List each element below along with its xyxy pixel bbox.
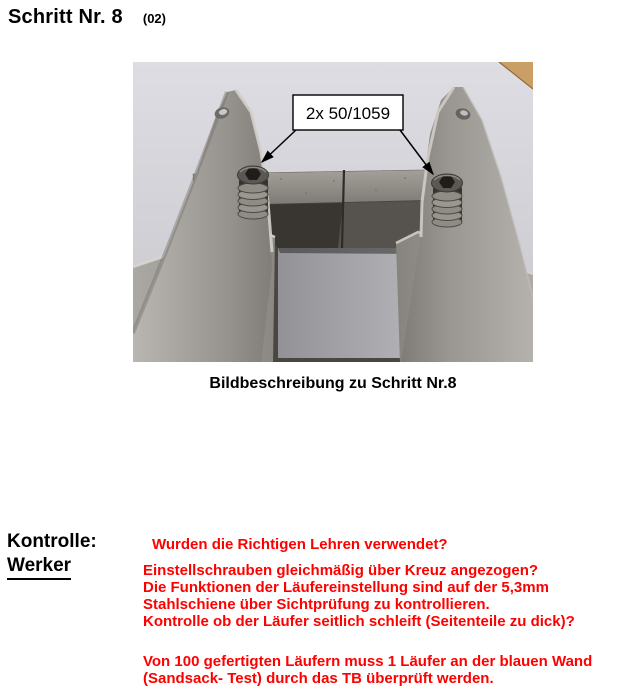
figure-caption: Bildbeschreibung zu Schritt Nr.8 — [209, 375, 457, 392]
inspection-role: Werker — [7, 555, 71, 580]
blank-line — [143, 630, 637, 653]
check-item: Stahlschiene über Sichtprüfung zu kontrollieren. — [143, 596, 490, 613]
inspection-heading: Kontrolle: — [7, 531, 97, 552]
check-item: Kontrolle ob der Läufer seitlich schleift (Seitenteile zu dick)? — [143, 613, 575, 630]
audit-note-line: Von 100 gefertigten Läufern muss 1 Läufer an der blauen Wand — [143, 653, 593, 670]
set-screw-left — [238, 166, 269, 219]
check-item: Wurden die Richtigen Lehren verwendet? — [152, 536, 448, 553]
inspection-checks — [143, 536, 637, 687]
step-photo-canvas — [133, 62, 533, 362]
step-photo — [133, 62, 533, 362]
page-header — [8, 6, 166, 29]
audit-note-line: (Sandsack- Test) durch das TB überprüft werden. — [143, 670, 494, 687]
part-callout-label: 2x 50/1059 — [305, 104, 391, 123]
set-screw-right — [432, 174, 463, 227]
page-title: Schritt Nr. 8 — [8, 6, 123, 28]
revision-number: (02) — [142, 11, 166, 26]
check-item: Die Funktionen der Läufereinstellung sind auf der 5,3mm — [143, 579, 549, 596]
part-callout-box — [293, 95, 403, 130]
check-item: Einstellschrauben gleichmäßig über Kreuz angezogen? — [143, 562, 539, 579]
